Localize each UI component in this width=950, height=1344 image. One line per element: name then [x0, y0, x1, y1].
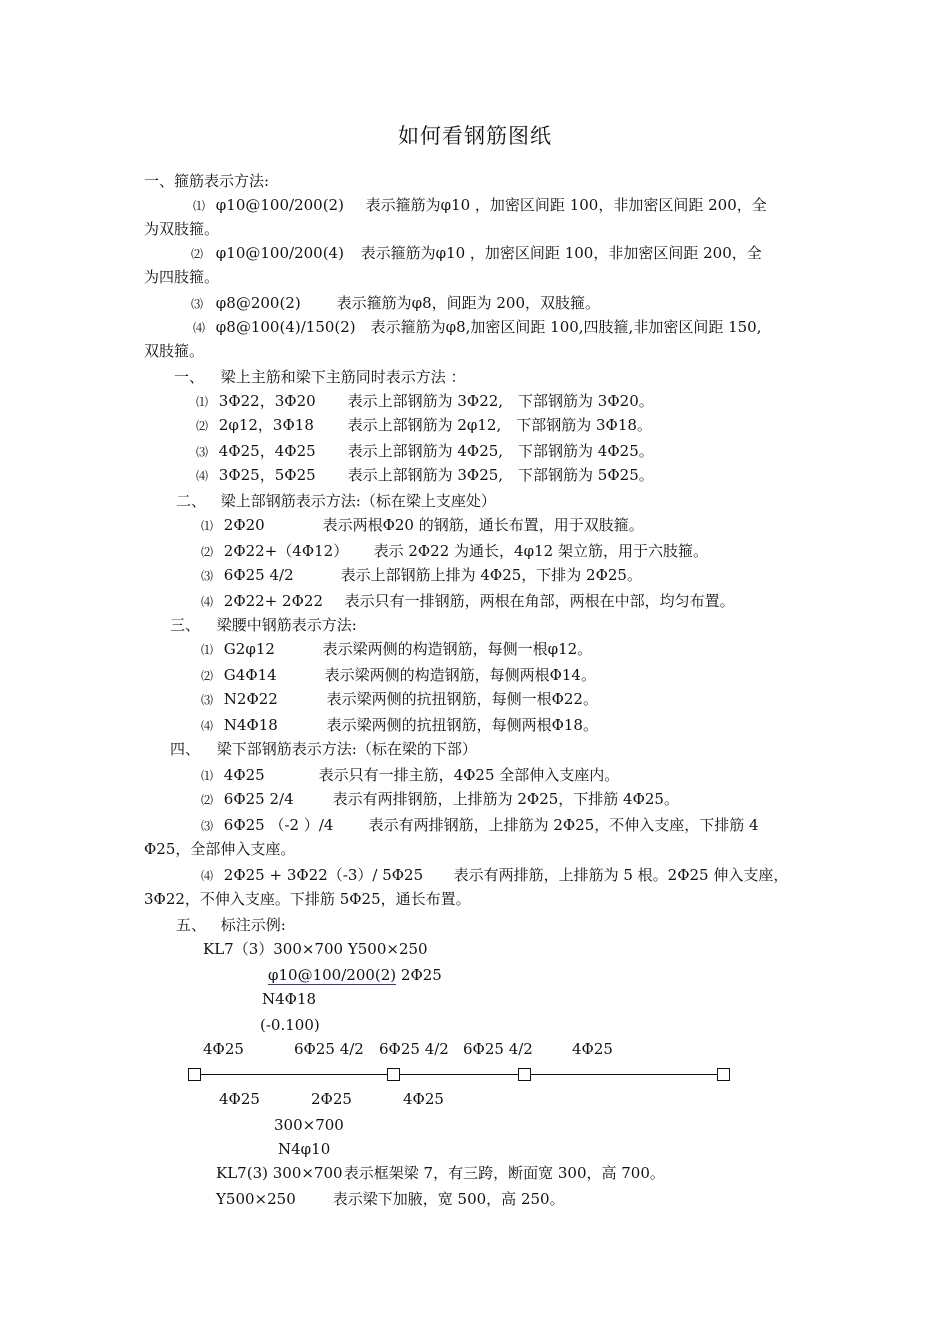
- item-number: ⑷: [193, 321, 206, 335]
- item-continuation: 3Φ22，不伸入支座。下排筋 5Φ25，通长布置。: [144, 890, 471, 908]
- item-desc: 表示只有一排主筋，4Φ25 全部伸入支座内。: [318, 766, 620, 784]
- support-box: [188, 1068, 201, 1081]
- heading-number: 二、: [176, 492, 207, 510]
- item-number: ⑴: [196, 395, 209, 409]
- item-number: ⑶: [201, 569, 214, 583]
- item-code: G4Φ14: [223, 666, 277, 684]
- item-desc: 表示上部钢筋为 3Φ25, 下部钢筋为 5Φ25。: [347, 466, 654, 484]
- item-continuation: Φ25，全部伸入支座。: [144, 840, 296, 858]
- support-box: [518, 1068, 531, 1081]
- item-desc: 表示箍筋为φ10 ，加密区间距 100，非加密区间距 200，全: [360, 244, 762, 262]
- item-continuation: 双肢箍。: [144, 342, 205, 360]
- item-number: ⑶: [191, 297, 204, 311]
- list-item: [201, 814, 759, 837]
- heading-number: 三、: [170, 616, 201, 634]
- example-bottom-bar: 4Φ25: [403, 1090, 444, 1108]
- example-top-bar: 4Φ25: [203, 1040, 244, 1058]
- item-desc: 表示梁两侧的抗扭钢筋，每侧一根Φ22。: [326, 690, 598, 708]
- list-item: [191, 292, 600, 315]
- explanation-line: [216, 1162, 665, 1184]
- list-item: [201, 540, 708, 563]
- item-number: ⑵: [196, 419, 209, 433]
- item-desc: 表示有两排钢筋，上排筋为 2Φ25，不伸入支座，下排筋 4: [368, 816, 759, 834]
- list-item: [201, 664, 596, 687]
- item-desc: 表示上部钢筋为 2φ12, 下部钢筋为 3Φ18。: [347, 416, 652, 434]
- example-top-bar: 6Φ25 4/2: [379, 1040, 449, 1058]
- heading-text: 标注示例:: [220, 916, 286, 934]
- item-code: G2φ12: [223, 640, 275, 658]
- item-number: ⑶: [196, 445, 209, 459]
- item-code: 2Φ20: [223, 516, 265, 534]
- item-desc: 表示梁两侧的构造钢筋，每侧两根Φ14。: [324, 666, 596, 684]
- item-desc: 表示 2Φ22 为通长，4φ12 架立筋，用于六肢箍。: [373, 542, 708, 560]
- item-desc: 表示箍筋为φ10 ，加密区间距 100，非加密区间距 200，全: [365, 196, 767, 214]
- list-item: [191, 242, 762, 265]
- heading-text: 梁上主筋和梁下主筋同时表示方法 ：: [220, 368, 466, 386]
- heading-number: 一、: [174, 368, 205, 386]
- item-number: ⑵: [201, 669, 214, 683]
- list-item: [201, 514, 644, 537]
- item-desc: 表示只有一排钢筋，两根在角部，两根在中部，均匀布置。: [344, 592, 735, 610]
- example-top-bar: 6Φ25 4/2: [294, 1040, 364, 1058]
- item-code: N2Φ22: [223, 690, 278, 708]
- item-number: ⑷: [201, 595, 214, 609]
- item-number: ⑷: [201, 719, 214, 733]
- example-stirrup-tail: 2Φ25: [396, 966, 442, 984]
- list-item: [201, 688, 598, 711]
- example-bottom-bar: 4Φ25: [219, 1090, 260, 1108]
- item-number: ⑶: [201, 693, 214, 707]
- section-example-heading: [176, 914, 286, 936]
- item-desc: 表示有两排筋，上排筋为 5 根。2Φ25 伸入支座，: [453, 866, 789, 884]
- item-desc: 表示有两排钢筋，上排筋为 2Φ25，下排筋 4Φ25。: [332, 790, 679, 808]
- item-desc: 表示上部钢筋为 4Φ25, 下部钢筋为 4Φ25。: [347, 442, 654, 460]
- item-code: 4Φ25: [223, 766, 265, 784]
- example-bottom-bar: 2Φ25: [311, 1090, 352, 1108]
- list-item: [201, 590, 735, 613]
- item-number: ⑵: [201, 545, 214, 559]
- item-desc: 表示梁两侧的抗扭钢筋，每侧两根Φ18。: [326, 716, 598, 734]
- example-beam-id: KL7（3）300×700 Y500×250: [203, 940, 428, 958]
- item-desc: 表示上部钢筋上排为 4Φ25，下排为 2Φ25。: [340, 566, 642, 584]
- example-top-bar: 4Φ25: [572, 1040, 613, 1058]
- list-item: [201, 564, 642, 587]
- explanation-desc: 表示梁下加腋，宽 500，高 250。: [332, 1190, 565, 1208]
- item-number: ⑵: [191, 247, 204, 261]
- span-line: [201, 1074, 387, 1075]
- span-line: [531, 1074, 717, 1075]
- item-desc: 表示两根Φ20 的钢筋，通长布置，用于双肢箍。: [322, 516, 644, 534]
- item-number: ⑵: [201, 793, 214, 807]
- item-number: ⑴: [201, 519, 214, 533]
- item-continuation: 为四肢箍。: [144, 268, 220, 286]
- list-item: [193, 194, 808, 217]
- list-item: [193, 316, 762, 339]
- item-code: 6Φ25 4/2: [223, 566, 294, 584]
- example-span-waist: N4φ10: [278, 1140, 331, 1158]
- item-number: ⑴: [193, 199, 206, 213]
- item-desc: 表示上部钢筋为 3Φ22, 下部钢筋为 3Φ20。: [347, 392, 654, 410]
- heading-number: 五、: [176, 916, 207, 934]
- item-continuation: 为双肢箍。: [144, 220, 220, 238]
- example-stirrup-line: [268, 964, 442, 986]
- item-code: 2Φ25 + 3Φ22（-3）/ 5Φ25: [223, 866, 424, 884]
- section-waist-heading: [170, 614, 357, 636]
- item-code: 2Φ22+ 2Φ22: [223, 592, 323, 610]
- item-code: N4Φ18: [223, 716, 278, 734]
- list-item: [196, 390, 654, 413]
- explanation-desc: 表示框架梁 7，有三跨，断面宽 300，高 700。: [343, 1164, 665, 1182]
- support-box: [717, 1068, 730, 1081]
- item-number: ⑴: [201, 769, 214, 783]
- item-number: ⑷: [196, 469, 209, 483]
- example-waist: N4Φ18: [262, 990, 317, 1008]
- heading-text: 梁下部钢筋表示方法:（标在梁的下部）: [216, 740, 477, 758]
- example-top-bar: 6Φ25 4/2: [463, 1040, 533, 1058]
- list-item: [196, 414, 652, 437]
- list-item: [201, 714, 598, 737]
- list-item: [196, 464, 654, 487]
- example-span-size: 300×700: [274, 1116, 344, 1134]
- list-item: [201, 788, 679, 811]
- list-item: [196, 440, 654, 463]
- heading-text: 梁上部钢筋表示方法:（标在梁上支座处）: [220, 492, 496, 510]
- item-desc: 表示梁两侧的构造钢筋，每侧一根φ12。: [322, 640, 593, 658]
- span-line: [400, 1074, 518, 1075]
- support-box: [387, 1068, 400, 1081]
- item-code: φ10@100/200(4): [215, 244, 344, 262]
- item-code: 4Φ25，4Φ25: [218, 442, 316, 460]
- section-top-heading: [176, 490, 496, 512]
- section-main-heading: [174, 366, 466, 388]
- section-stirrup-heading: 一、箍筋表示方法:: [144, 172, 270, 190]
- item-code: 6Φ25 2/4: [223, 790, 294, 808]
- explanation-line: [216, 1188, 565, 1210]
- section-bottom-heading: [170, 738, 477, 760]
- page-title: 如何看钢筋图纸: [398, 124, 552, 148]
- explanation-code: Y500×250: [216, 1190, 296, 1208]
- explanation-code: KL7(3) 300×700: [216, 1164, 343, 1182]
- example-elevation: (-0.100): [260, 1016, 320, 1034]
- item-code: 3Φ22，3Φ20: [218, 392, 316, 410]
- item-code: 2Φ22+（4Φ12）: [223, 542, 349, 560]
- item-code: φ10@100/200(2): [215, 196, 344, 214]
- item-code: φ8@200(2): [215, 294, 301, 312]
- item-code: 3Φ25，5Φ25: [218, 466, 316, 484]
- item-desc: 表示箍筋为φ8，间距为 200，双肢箍。: [336, 294, 601, 312]
- item-number: ⑷: [201, 869, 214, 883]
- example-stirrup-code: φ10@100/200(2): [268, 966, 397, 984]
- item-code: φ8@100(4)/150(2): [215, 318, 356, 336]
- heading-number: 四、: [170, 740, 201, 758]
- item-code: 2φ12，3Φ18: [218, 416, 314, 434]
- list-item: [201, 638, 592, 661]
- item-number: ⑶: [201, 819, 214, 833]
- item-number: ⑴: [201, 643, 214, 657]
- heading-text: 梁腰中钢筋表示方法:: [216, 616, 357, 634]
- item-code: 6Φ25 （-2 ）/4: [223, 816, 334, 834]
- beam-span-diagram: [188, 1064, 730, 1086]
- list-item: [201, 764, 619, 787]
- item-desc: 表示箍筋为φ8,加密区间距 100,四肢箍,非加密区间距 150,: [370, 318, 762, 336]
- list-item: [201, 864, 788, 887]
